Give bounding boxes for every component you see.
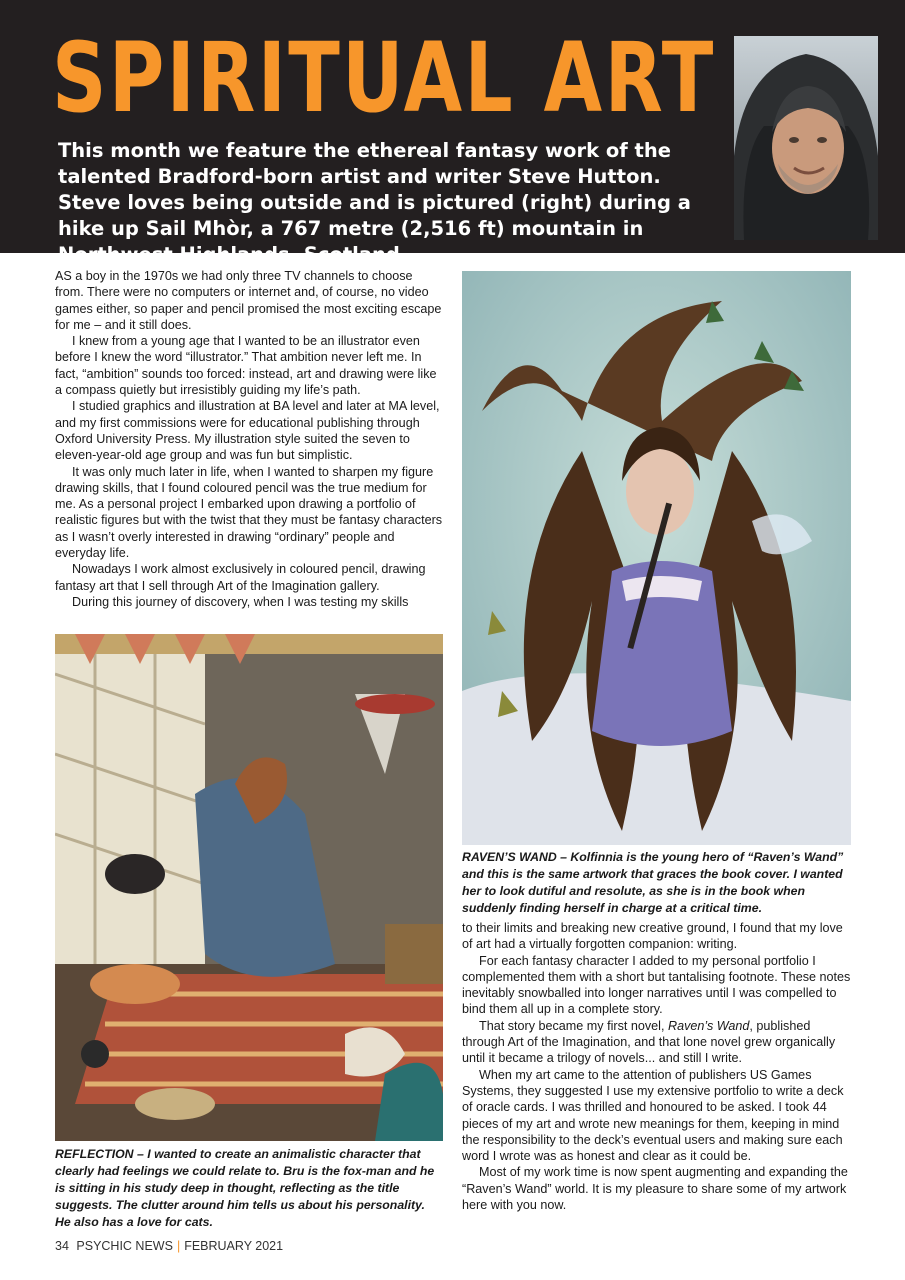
artist-portrait-photo [734,36,878,240]
right-column-text [462,920,852,1213]
book-title: Raven’s Wand [667,1018,750,1033]
body-paragraph: I studied graphics and illustration at BA level and later at MA level, and my first commissions were for educational publishing through Oxford University Press. My illustration style suited the seven to eleven-year-old age group and was fun but simplistic. [55,399,440,463]
ravens-wand-caption: RAVEN’S WAND – Kolfinnia is the young hero of “Raven’s Wand” and this is the same artwork that graces the book cover. I wanted her to look dutiful and resolute, as she is in the book when suddenly finding herself in charge at a critical time. [462,850,844,915]
body-paragraph [462,1018,852,1067]
footer-separator: | [176,1239,181,1253]
body-paragraph: to their limits and breaking new creative ground, I found that my love of art had a virtually forgotten companion: writing. [462,921,843,952]
issue-date: FEBRUARY 2021 [184,1239,284,1253]
left-column-text [55,268,443,610]
body-paragraph: When my art came to the attention of publishers US Games Systems, they suggested I use my extensive portfolio to write a deck of oracle cards. I was thrilled and honoured to be asked. I took 44 pieces of my art and wrote new meanings for them, keeping in mind the responsibility to the deck’s eventual users and making sure each word I wrote was as honest and clear as it could be. [462,1067,844,1164]
text-run: , published through Art of the Imagination, and that lone novel grew organically until it became a trilogy of novels... and still I write. [462,1018,836,1066]
header-banner [0,0,905,266]
body-paragraph: Nowadays I work almost exclusively in coloured pencil, drawing fantasy art that I sell through Art of the Imagination gallery. [55,562,426,593]
page-title: SPIRITUAL ART [52,22,716,134]
body-paragraph: For each fantasy character I added to my personal portfolio I complemented them with a short but tantalising footnote. These notes inevitably snowballed into longer narratives until I was compelled to bind them all up in a complete story. [462,953,851,1017]
reflection-caption: REFLECTION – I wanted to create an animalistic character that clearly had feelings we could relate to. Bru is the fox-man and he is sitting in his study deep in thought, reflecting as the title suggests. The clutter around him tells us about his personality. He also has a love for cats. [55,1147,435,1229]
body-paragraph: I knew from a young age that I wanted to be an illustrator even before I knew the word “illustrator.” That ambition never left me. In fact, “ambition” sounds too forced: instead, art and drawing were like a compass quietly but irresistibly guiding my life’s path. [55,334,437,398]
intro-standfirst: This month we feature the ethereal fantasy work of the talented Bradford-born artist and writer Steve Hutton. Steve loves being outside and is pictured (right) during a hike up Sail Mhòr, a 767 metre (2,516 ft) mountain in Northwest Highlands, Scotland. [58,139,691,266]
body-paragraph: Most of my work time is now spent augmenting and expanding the “Raven’s Wand” world. It is my pleasure to share some of my artwork here with you now. [462,1165,848,1213]
body-paragraph: AS a boy in the 1970s we had only three TV channels to choose from. There were no computers or internet and, of course, no video games either, so paper and pencil promised the most exciting escape for me – and it still does. [55,269,442,332]
page-number: 34 [55,1239,69,1253]
ravens-wand-artwork [462,271,851,845]
text-run: That story became my first novel, [479,1018,668,1033]
page-footer [55,1238,283,1254]
body-paragraph: During this journey of discovery, when I was testing my skills [72,594,409,609]
reflection-artwork [55,634,443,1141]
publication-name: PSYCHIC NEWS [76,1239,173,1253]
body-paragraph: It was only much later in life, when I wanted to sharpen my figure drawing skills, that I found coloured pencil was the true medium for me. As a personal project I embarked upon drawing a portfolio of realistic figures but with the twist that they must be fantasy characters as I wasn’t overly interested in drawing “ordinary” people and everyday life. [55,464,443,561]
